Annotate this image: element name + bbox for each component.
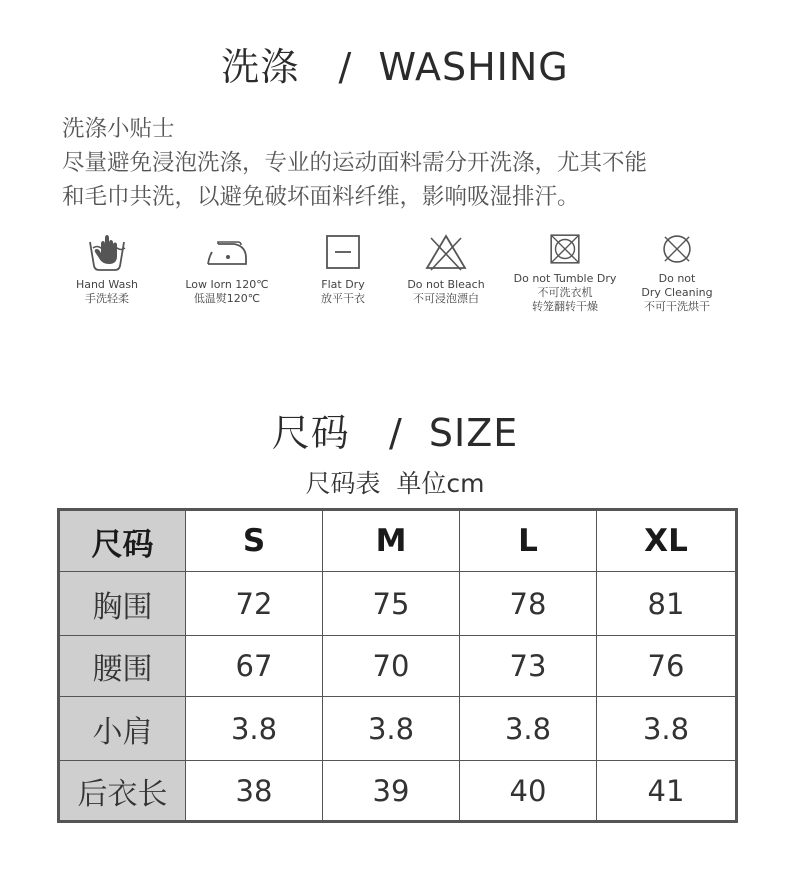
header-cell-s: S — [186, 510, 323, 572]
care-item-no-dry-clean — [632, 230, 722, 314]
table-cell: 40 — [460, 761, 597, 822]
header-cell-m: M — [323, 510, 460, 572]
row-label-waist: 腰围 — [59, 636, 186, 697]
size-title: 尺码 / SIZE — [271, 411, 519, 455]
tips-line-1: 尽量避免浸泡洗涤，专业的运动面料需分开洗涤，尤其不能 — [62, 150, 648, 176]
header-cell-size: 尺码 — [59, 510, 186, 572]
size-table — [57, 508, 738, 823]
no-dry-clean-label-en-1: Do not — [658, 272, 696, 285]
care-item-no-tumble-dry — [505, 230, 625, 314]
care-item-hand-wash — [66, 230, 148, 306]
low-iron-label-en: Low Iorn 120℃ — [185, 278, 269, 291]
no-tumble-dry-label-zh-2: 转笼翻转干燥 — [532, 300, 598, 313]
table-row — [59, 636, 737, 697]
table-row — [59, 572, 737, 636]
row-label-chest: 胸围 — [59, 572, 186, 636]
flat-dry-icon — [321, 230, 365, 274]
tips-heading: 洗涤小贴士 — [62, 116, 175, 142]
table-cell: 73 — [460, 636, 597, 697]
size-unit-line: 尺码表 单位cm — [305, 469, 485, 498]
washing-title: 洗涤 / WASHING — [221, 45, 569, 89]
table-cell: 3.8 — [186, 697, 323, 761]
care-item-flat-dry — [305, 230, 381, 306]
table-cell: 75 — [323, 572, 460, 636]
no-dry-clean-icon — [655, 230, 699, 268]
low-iron-icon — [204, 230, 250, 274]
table-cell: 81 — [597, 572, 737, 636]
table-cell: 67 — [186, 636, 323, 697]
no-dry-clean-label-zh: 不可干洗烘干 — [644, 300, 710, 313]
care-item-low-iron — [182, 230, 272, 306]
no-bleach-label-zh: 不可浸泡漂白 — [413, 292, 479, 305]
no-dry-clean-label-en-2: Dry Cleaning — [641, 286, 713, 299]
no-tumble-dry-label-en: Do not Tumble Dry — [513, 272, 617, 285]
no-bleach-icon — [423, 230, 469, 274]
tips-line-2: 和毛巾共洗，以避免破坏面料纤维，影响吸湿排汗。 — [62, 184, 580, 210]
washing-tips — [62, 112, 752, 214]
table-cell: 76 — [597, 636, 737, 697]
no-tumble-dry-label-zh-1: 不可洗衣机 — [537, 286, 593, 299]
size-header-row — [59, 510, 737, 572]
row-label-back-length: 后衣长 — [59, 761, 186, 822]
hand-wash-icon — [85, 230, 129, 274]
row-label-shoulder: 小肩 — [59, 697, 186, 761]
table-cell: 41 — [597, 761, 737, 822]
low-iron-label-zh: 低温熨120℃ — [193, 292, 261, 305]
table-cell: 39 — [323, 761, 460, 822]
table-row — [59, 697, 737, 761]
flat-dry-label-en: Flat Dry — [321, 278, 365, 291]
table-cell: 3.8 — [597, 697, 737, 761]
table-cell: 78 — [460, 572, 597, 636]
care-item-no-bleach — [400, 230, 492, 306]
hand-wash-label-zh: 手洗轻柔 — [85, 292, 129, 305]
no-bleach-label-en: Do not Bleach — [407, 278, 485, 291]
table-cell: 38 — [186, 761, 323, 822]
table-row — [59, 761, 737, 822]
table-cell: 3.8 — [460, 697, 597, 761]
table-cell: 3.8 — [323, 697, 460, 761]
no-tumble-dry-icon — [543, 230, 587, 268]
hand-wash-label-en: Hand Wash — [75, 278, 139, 291]
header-cell-xl: XL — [597, 510, 737, 572]
flat-dry-label-zh: 放平干衣 — [321, 292, 365, 305]
table-cell: 70 — [323, 636, 460, 697]
table-cell: 72 — [186, 572, 323, 636]
header-cell-l: L — [460, 510, 597, 572]
